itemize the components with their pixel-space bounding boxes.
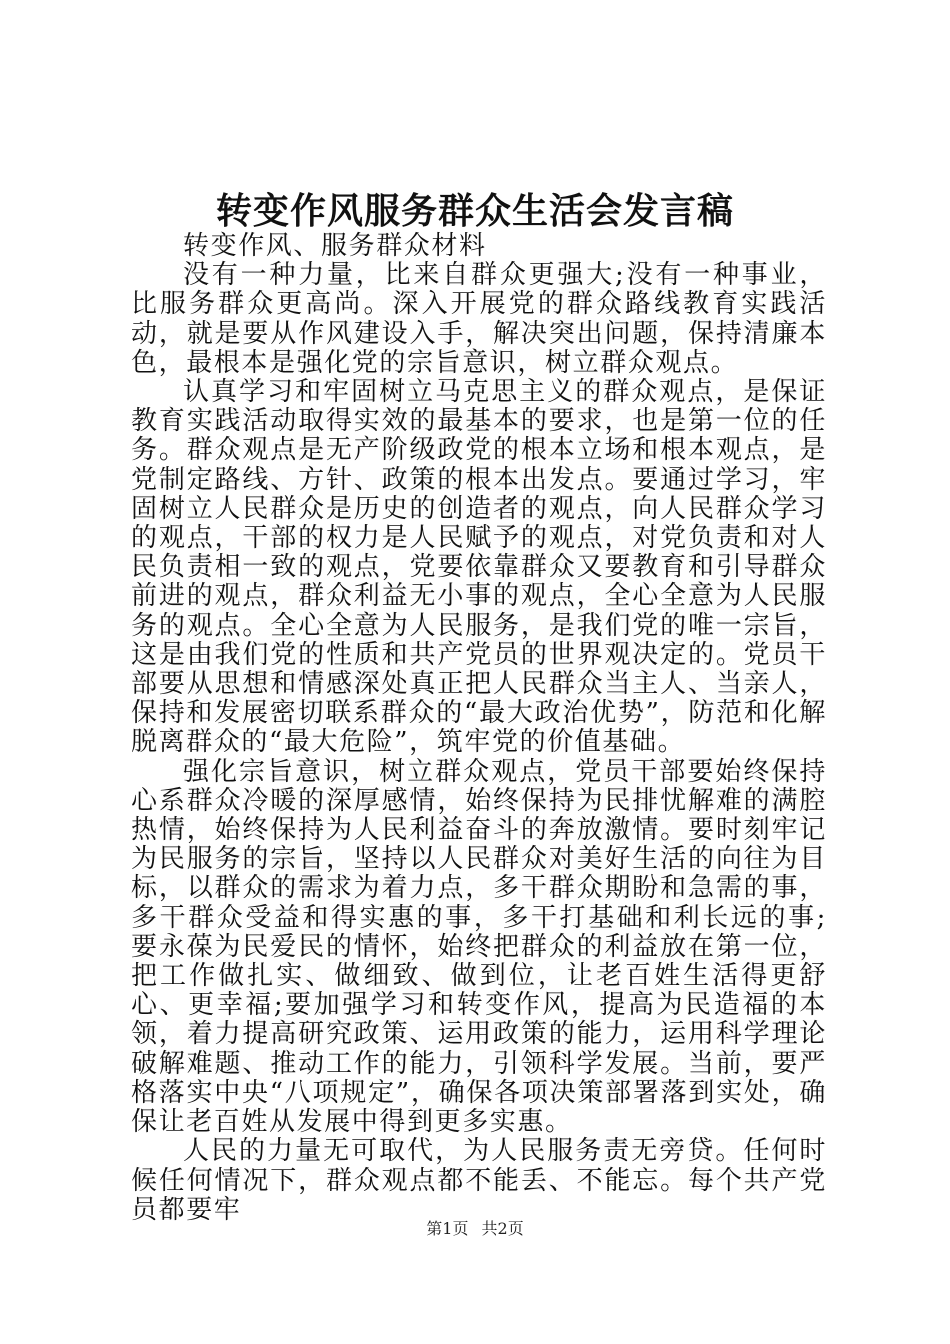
paragraph: 强化宗旨意识，树立群众观点，党员干部要始终保持心系群众冷暖的深厚感情，始终保持为民排忧解难的满腔热情，始终保持为人民利益奋斗的奔放激情。要时刻牢记为民服务的宗旨，坚持以人民群众对美好生活的向往为目标，以群众的需求为着力点，多干群众期盼和急需的事，多干群众受益和得实惠的事，多干打基础和利长远的事;要永葆为民爱民的情怀，始终把群众的利益放在第一位，把工作做扎实、做细致、做到位，让老百姓生活得更舒心、更幸福;要加强学习和转变作风，提高为民造福的本领，着力提高研究政策、运用政策的能力，运用科学理论破解难题、推动工作的能力，引领科学发展。当前，要严格落实中央“八项规定”，确保各项决策部署落到实处，确保让老百姓从发展中得到更多实惠。: [131, 756, 827, 1138]
page-footer: [0, 1216, 950, 1239]
page-number: 第1页: [426, 1219, 469, 1238]
document-title: 转变作风服务群众生活会发言稿: [215, 190, 734, 232]
paragraph: 没有一种力量，比来自群众更强大;没有一种事业，比服务群众更高尚。深入开展党的群众路线教育实践活动，就是要从作风建设入手，解决突出问题，保持清廉本色，最根本是强化党的宗旨意识，树立群众观点。: [131, 260, 827, 378]
document-body: [131, 232, 827, 1225]
paragraph: 认真学习和牢固树立马克思主义的群众观点，是保证教育实践活动取得实效的最基本的要求，也是第一位的任务。群众观点是无产阶级政党的根本立场和根本观点，是党制定路线、方针、政策的根本出发点。要通过学习，牢固树立人民群众是历史的创造者的观点，向人民群众学习的观点，干部的权力是人民赋予的观点，对党负责和对人民负责相一致的观点，党要依靠群众又要教育和引导群众前进的观点，群众利益无小事的观点，全心全意为人民服务的观点。全心全意为人民服务，是我们党的唯一宗旨，这是由我们党的性质和共产党员的世界观决定的。党员干部要从思想和情感深处真正把人民群众当主人、当亲人，保持和发展密切联系群众的“最大政治优势”，防范和化解脱离群众的“最大危险”，筑牢党的价值基础。: [131, 377, 827, 758]
paragraph: 人民的力量无可取代，为人民服务责无旁贷。任何时候任何情况下，群众观点都不能丢、不能忘。每个共产党员都要牢: [131, 1136, 827, 1225]
page-total: 共2页: [481, 1219, 524, 1238]
paragraph-subtitle: 转变作风、服务群众材料: [183, 231, 487, 261]
